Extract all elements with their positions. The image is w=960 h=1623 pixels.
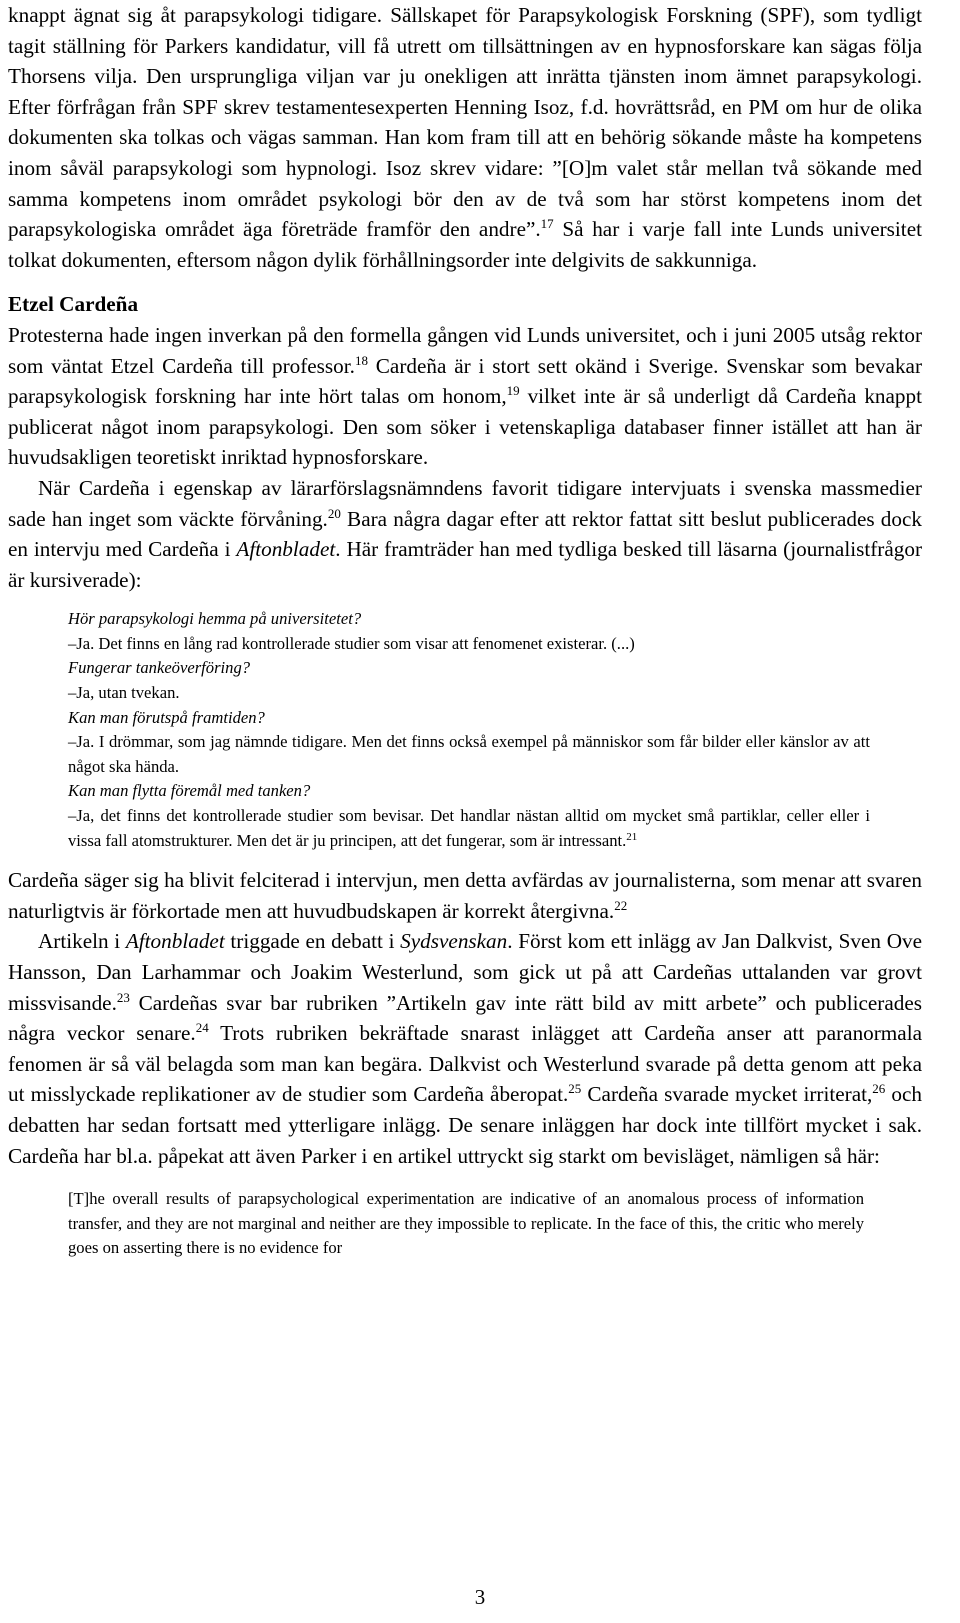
- text-run: triggade en debatt i: [224, 929, 401, 954]
- text-run: Artikeln i: [38, 929, 126, 954]
- interview-block: [68, 607, 870, 853]
- text-run: . Först kom ett inlägg av Jan Dalkvist, Sven Ove Hansson, Dan Larhammar och Joakim Westerlund, som gick ut på att Cardeñas uttalanden var grovt missvisande.: [8, 929, 922, 1015]
- paragraph-interview-intro: [8, 473, 922, 595]
- text-run: Så har i varje fall inte Lunds universitet tolkat dokumenten, eftersom någon dylik förhållningsorder inte delgivits de sakkunniga.: [8, 217, 922, 272]
- text-run: vilket inte är så underligt då Cardeña knappt publicerat något inom parapsykologi. Den som söker i vetenskapliga databaser finner istället att han är huvudsakligen teoretiskt inriktad hypnosforskare.: [8, 384, 922, 470]
- text-run: –Ja, det finns det kontrollerade studier som bevisar. Det handlar nästan alltid om mycket små partiklar, celler eller i vissa fall atomstrukturer. Men det är ju principen, att det fungerar, som är intressant.: [68, 806, 870, 850]
- footnote-ref: 22: [614, 897, 628, 913]
- interview-question: Kan man flytta föremål med tanken?: [68, 781, 311, 801]
- text-run: Trots rubriken bekräftade snarast inlägget att Cardeña anser att paranormala fenomen är så väl belagda som man kan begära. Dalkvist och Westerlund svarade på detta genom att peka ut misslyckade replikationer av de studier som Cardeña åberopat.: [8, 1021, 922, 1107]
- footnote-ref: 17: [540, 216, 554, 232]
- paragraph-spf: [8, 0, 922, 275]
- text-run: och debatten har sedan fortsatt med ytterligare inlägg. De senare inläggen har dock inte tillfört mycket i sak. Cardeña har bl.a. påpekat att även Parker i en artikel uttryckt sig starkt om bevisläget, nämligen så här:: [8, 1082, 923, 1168]
- text-run: Cardeña är i stort sett okänd i Sverige. Svenskar som bevakar parapsykologisk forskning har inte hört talas om honom,: [8, 353, 923, 409]
- interview-answer: –Ja. I drömmar, som jag nämnde tidigare. Men det finns också exempel på människor som får bilder eller känslor av att något ska hända.: [68, 732, 870, 776]
- footnote-ref: 26: [872, 1081, 886, 1097]
- interview-answer: –Ja, utan tvekan.: [68, 683, 180, 703]
- paragraph-protests: [8, 320, 922, 473]
- interview-answer: –Ja. Det finns en lång rad kontrollerade studier som visar att fenomenet existerar. (...): [68, 633, 635, 653]
- publication-title: Aftonbladet: [236, 537, 336, 562]
- text-run: . Här framträder han med tydliga besked till läsarna (journalistfrågor är kursiverade):: [8, 537, 922, 592]
- footnote-ref: 20: [327, 505, 341, 521]
- interview-question: Kan man förutspå framtiden?: [68, 707, 265, 727]
- publication-title: Aftonbladet: [125, 929, 225, 954]
- page-number: 3: [474, 1585, 486, 1609]
- footnote-ref: 24: [195, 1020, 209, 1036]
- paragraph-misquoted: [8, 865, 922, 926]
- text-run: Cardeñas svar bar rubriken ”Artikeln gav inte rätt bild av mitt arbete” och publicerades några veckor senare.: [8, 990, 922, 1046]
- paragraph-debate: [8, 926, 922, 1171]
- text-run: Bara några dagar efter att rektor fattat sitt beslut publicerades dock en intervju med Cardeña i: [8, 506, 922, 562]
- text-run: Protesterna hade ingen inverkan på den formella gången vid Lunds universitet, och i juni 2005 utsåg rektor som väntat Etzel Cardeña till professor.: [8, 322, 922, 378]
- footnote-ref: 18: [354, 352, 368, 368]
- footnote-ref: 19: [506, 383, 520, 399]
- footnote-ref: 21: [626, 830, 638, 843]
- section-heading: Etzel Cardeña: [8, 292, 139, 317]
- block-quote: [T]he overall results of parapsychological experimentation are indicative of an anomalous process of information transfer, and they are not marginal and neither are they impossible to replicate. In the face of this, the critic who merely goes on asserting there is no evidence for: [68, 1189, 864, 1258]
- text-run: Cardeña säger sig ha blivit felciterad i intervjun, men detta avfärdas av journalisterna, som menar att svaren naturligtvis är förkortade men att huvudbudskapen är korrekt återgivna.: [8, 868, 922, 923]
- footnote-ref: 25: [568, 1081, 582, 1097]
- text-run: När Cardeña i egenskap av lärarförslagsnämndens favorit tidigare intervjuats i svenska massmedier sade han inget som väckte förvåning.: [8, 475, 922, 531]
- interview-question: Hör parapsykologi hemma på universitetet?: [68, 609, 362, 629]
- text-run: knappt ägnat sig åt parapsykologi tidigare. Sällskapet för Parapsykologisk Forskning (SPF), som tydligt tagit ställning för Parkers kandidatur, vill få utrett om tillsättningen av en hypnosforskare kan sägas följa Thorsens vilja. Den ursprungliga viljan var ju onekligen att inrätta tjänsten inom ämnet parapsykologi. Efter förfrågan från SPF skrev testamentesexperten Henning Isoz, f.d. hovrättsråd, en PM om hur de olika dokumenten ska tolkas och vägas samman. Han kom fram till att en behörig sökande måste ha kompetens inom såväl parapsykologi som hypnologi. Isoz skrev vidare: ”[O]m valet står mellan två sökande med samma kompetens inom området psykologi bör den av de två som har störst kompetens inom det parapsykologiska området äga företräde framför den andre”.: [8, 3, 922, 242]
- footnote-ref: 23: [116, 989, 130, 1005]
- interview-answer: [68, 804, 870, 853]
- interview-question: Fungerar tankeöverföring?: [68, 658, 251, 678]
- text-run: Cardeña svarade mycket irriterat,: [581, 1082, 873, 1107]
- publication-title: Sydsvenskan: [400, 929, 508, 954]
